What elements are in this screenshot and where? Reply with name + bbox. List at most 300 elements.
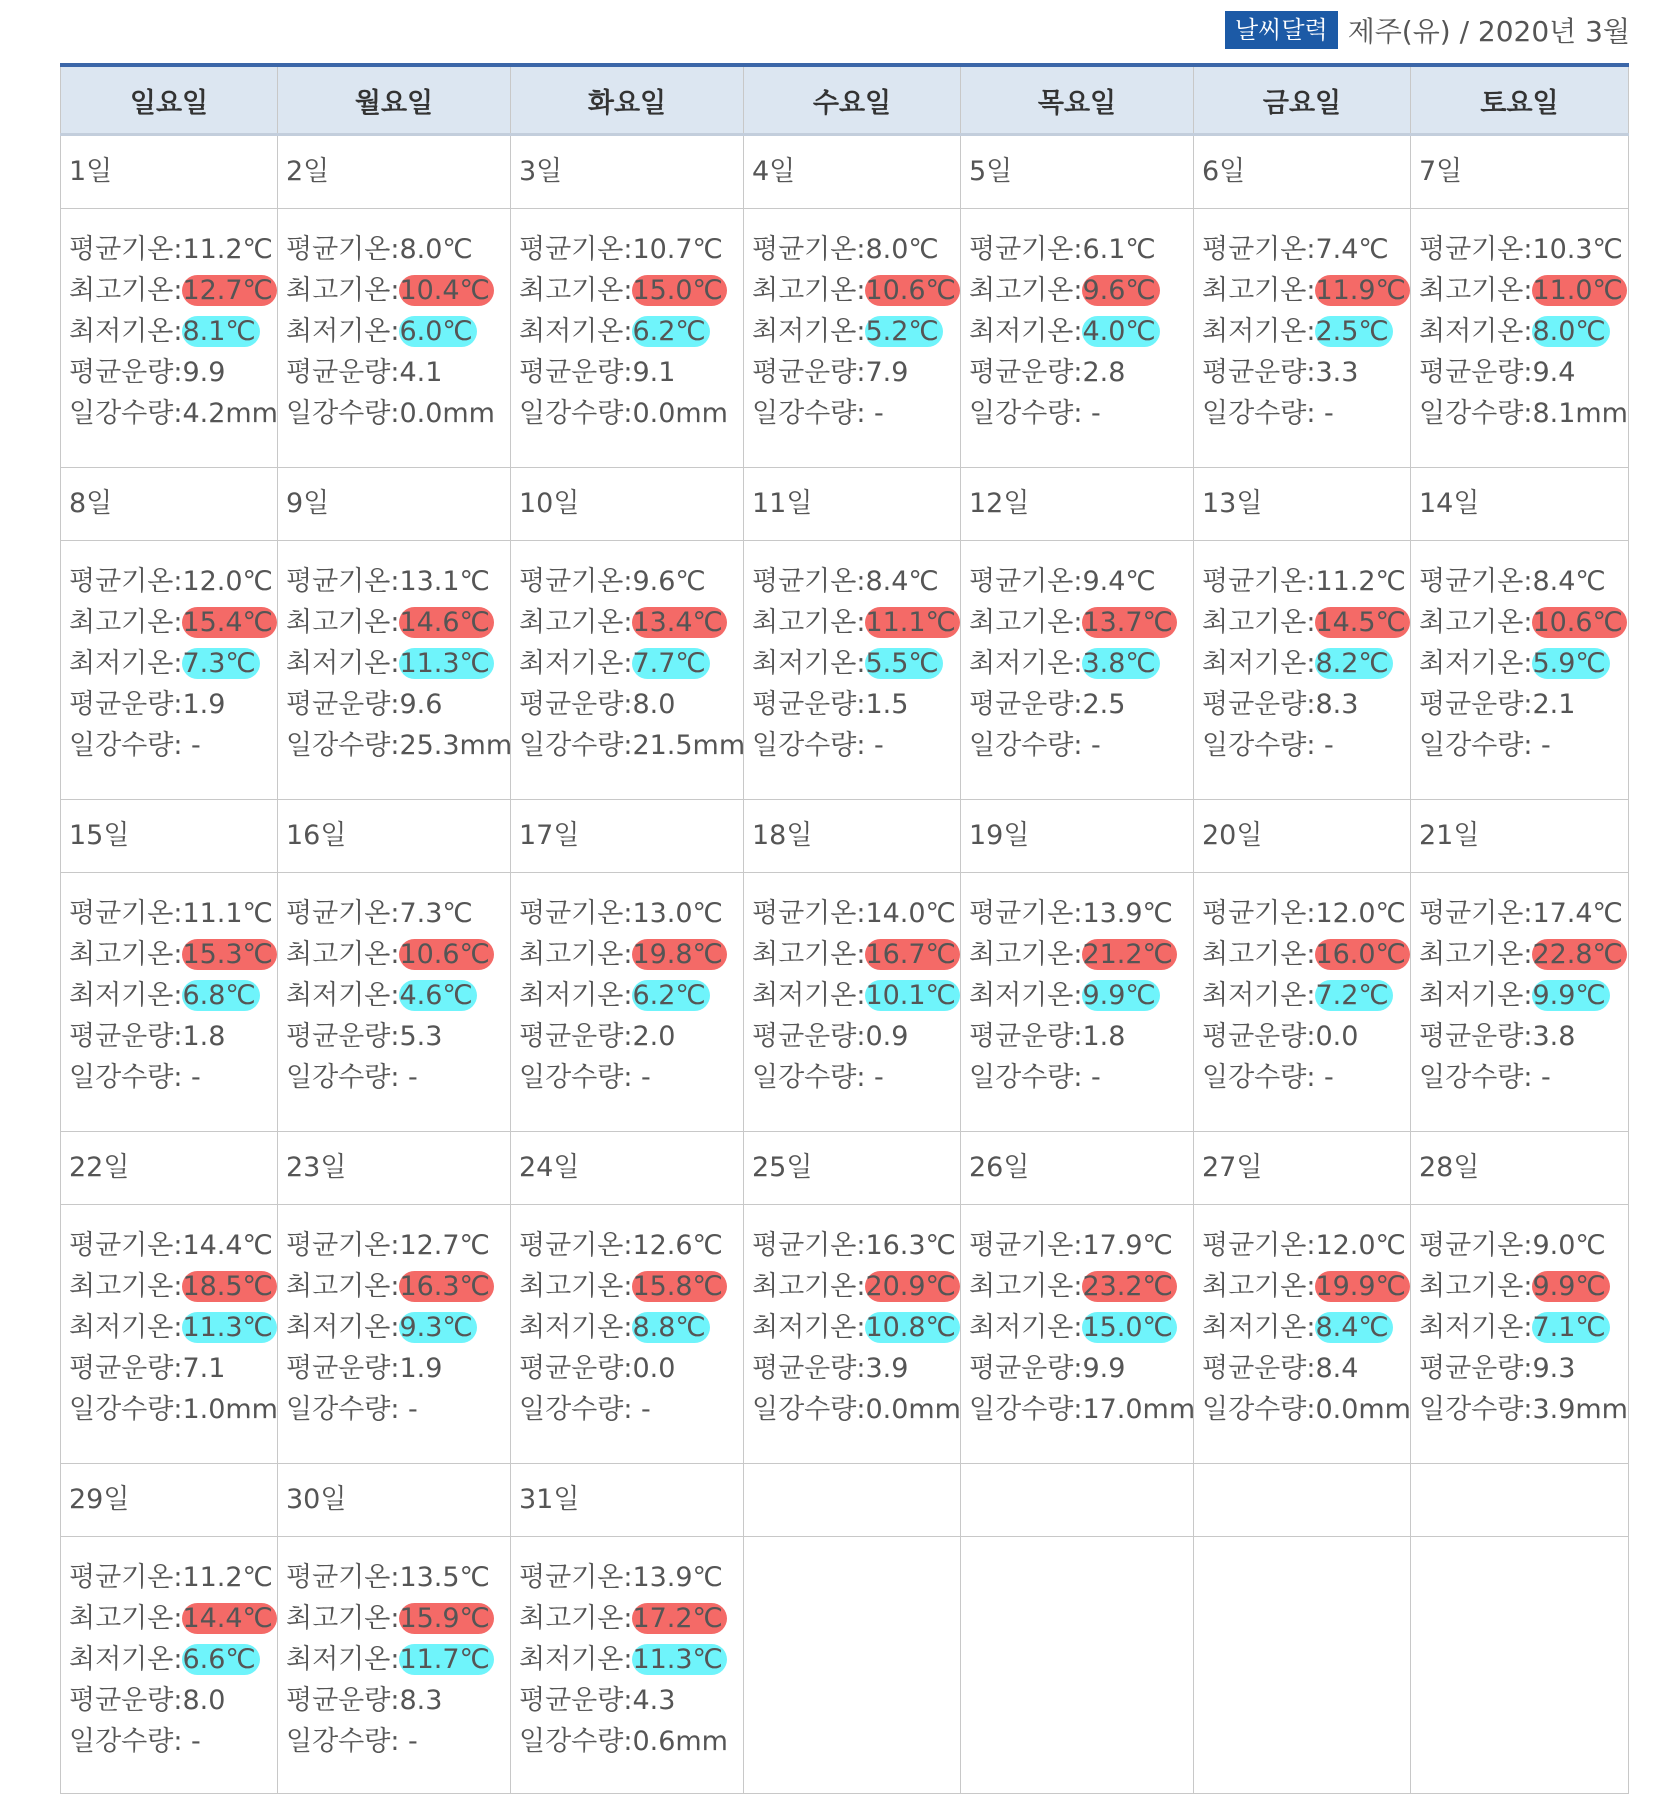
weather-label: 평균기온: xyxy=(969,898,1083,929)
week-date-row xyxy=(61,135,1629,209)
weather-value-max: 11.0℃ xyxy=(1532,275,1626,306)
weather-label: 평균기온: xyxy=(1419,898,1533,929)
weather-value-max: 15.3℃ xyxy=(182,939,276,970)
weather-value-min: 5.2℃ xyxy=(865,316,942,347)
weather-line-min xyxy=(752,311,960,352)
weather-value-avg: 11.1℃ xyxy=(182,898,273,929)
weather-value-max: 14.5℃ xyxy=(1315,607,1409,638)
weather-label: 평균기온: xyxy=(969,566,1083,597)
week-info-row xyxy=(61,541,1629,800)
weather-value-rain: 0.0mm xyxy=(865,1394,961,1425)
weather-value-rain: - xyxy=(865,398,884,429)
date-cell: 24일 xyxy=(511,1132,744,1205)
weather-line-min xyxy=(286,643,510,684)
weather-label: 최고기온: xyxy=(69,607,183,638)
weather-value-avg: 12.7℃ xyxy=(399,1230,490,1261)
weather-line-cloud xyxy=(69,1680,277,1721)
weather-value-rain: 4.2mm xyxy=(182,398,278,429)
weather-value-rain: - xyxy=(632,1062,651,1093)
weather-value-rain: - xyxy=(182,730,201,761)
weather-value-min: 8.1℃ xyxy=(182,316,259,347)
weather-line-min xyxy=(69,975,277,1016)
weather-label: 평균운량: xyxy=(969,357,1083,388)
weather-label: 최저기온: xyxy=(969,648,1083,679)
weather-line-max xyxy=(519,270,743,311)
weather-value-rain: 0.0mm xyxy=(399,398,495,429)
empty-date-cell xyxy=(744,1464,961,1537)
weather-info-cell xyxy=(744,541,961,800)
weather-label: 평균운량: xyxy=(519,1685,633,1716)
weather-line-cloud xyxy=(969,684,1193,725)
weather-label: 평균운량: xyxy=(1419,357,1533,388)
weather-info-cell xyxy=(1194,541,1411,800)
weather-line-rain xyxy=(286,393,510,434)
weather-label: 일강수량: xyxy=(286,398,400,429)
weather-line-cloud xyxy=(752,352,960,393)
weather-info-cell xyxy=(278,1537,511,1794)
weather-value-rain: - xyxy=(1315,1062,1334,1093)
weather-label: 일강수량: xyxy=(1419,730,1533,761)
weather-label: 평균기온: xyxy=(519,1230,633,1261)
weather-label: 최고기온: xyxy=(1419,1271,1533,1302)
weather-info-cell xyxy=(511,1537,744,1794)
weather-line-rain xyxy=(1202,725,1410,766)
weather-label: 일강수량: xyxy=(752,398,866,429)
weather-label: 최저기온: xyxy=(752,980,866,1011)
date-cell: 19일 xyxy=(961,800,1194,873)
weather-value-avg: 12.0℃ xyxy=(1315,1230,1406,1261)
weather-line-avg xyxy=(519,893,743,934)
weather-value-max: 11.1℃ xyxy=(865,607,959,638)
weather-label: 평균기온: xyxy=(1419,234,1533,265)
weather-value-min: 2.5℃ xyxy=(1315,316,1392,347)
weather-line-avg xyxy=(69,1225,277,1266)
weather-line-min xyxy=(286,975,510,1016)
weather-label: 평균운량: xyxy=(286,357,400,388)
weather-label: 최저기온: xyxy=(519,980,633,1011)
weather-value-max: 16.0℃ xyxy=(1315,939,1409,970)
weather-value-cloud: 8.3 xyxy=(1315,689,1359,720)
weather-label: 최저기온: xyxy=(1202,316,1316,347)
weather-label: 최저기온: xyxy=(69,1644,183,1675)
weather-line-avg xyxy=(286,1225,510,1266)
weather-value-max: 14.6℃ xyxy=(399,607,493,638)
weather-info-cell xyxy=(744,209,961,468)
weather-value-cloud: 7.9 xyxy=(865,357,909,388)
date-cell: 4일 xyxy=(744,135,961,209)
weather-line-rain xyxy=(1419,393,1628,434)
date-cell: 1일 xyxy=(61,135,278,209)
weather-line-rain xyxy=(969,1057,1193,1098)
weather-line-avg xyxy=(1419,561,1628,602)
weather-line-rain xyxy=(286,725,513,766)
weather-label: 평균기온: xyxy=(752,234,866,265)
date-cell: 9일 xyxy=(278,468,511,541)
weather-label: 최고기온: xyxy=(1419,939,1533,970)
weather-line-avg xyxy=(969,229,1193,270)
weather-value-rain: 21.5mm xyxy=(632,730,746,761)
weather-label: 일강수량: xyxy=(752,1394,866,1425)
weather-line-min xyxy=(519,975,743,1016)
weather-line-max xyxy=(752,934,960,975)
weather-line-avg xyxy=(969,561,1193,602)
weather-line-rain xyxy=(69,1721,277,1762)
weather-value-rain: 0.6mm xyxy=(632,1726,728,1757)
weather-value-min: 10.8℃ xyxy=(865,1312,959,1343)
weather-value-rain: - xyxy=(1315,398,1334,429)
calendar-header xyxy=(1225,10,1630,50)
weather-label: 최저기온: xyxy=(519,1312,633,1343)
weather-line-rain xyxy=(69,1389,277,1430)
weather-line-max xyxy=(519,934,743,975)
weather-value-avg: 13.9℃ xyxy=(1082,898,1173,929)
date-cell: 2일 xyxy=(278,135,511,209)
weather-label: 평균운량: xyxy=(69,357,183,388)
weather-value-cloud: 4.1 xyxy=(399,357,443,388)
weather-line-rain xyxy=(286,1057,510,1098)
weather-value-cloud: 2.8 xyxy=(1082,357,1126,388)
weather-value-max: 13.4℃ xyxy=(632,607,726,638)
weather-value-min: 8.8℃ xyxy=(632,1312,709,1343)
weather-label: 일강수량: xyxy=(69,730,183,761)
weather-value-max: 11.9℃ xyxy=(1315,275,1409,306)
weather-value-min: 6.2℃ xyxy=(632,316,709,347)
weather-line-max xyxy=(969,602,1193,643)
weekday-wed: 수요일 xyxy=(744,65,961,135)
weather-label: 평균운량: xyxy=(286,1353,400,1384)
weather-line-avg xyxy=(519,1225,743,1266)
weather-value-cloud: 9.9 xyxy=(182,357,226,388)
weather-label: 평균기온: xyxy=(1202,566,1316,597)
date-cell: 29일 xyxy=(61,1464,278,1537)
weather-value-min: 11.7℃ xyxy=(399,1644,493,1675)
weather-label: 평균기온: xyxy=(69,1230,183,1261)
weather-label: 평균기온: xyxy=(519,566,633,597)
weather-label: 최고기온: xyxy=(969,939,1083,970)
weather-label: 일강수량: xyxy=(519,730,633,761)
weather-label: 최저기온: xyxy=(1202,1312,1316,1343)
weather-value-cloud: 3.8 xyxy=(1532,1021,1576,1052)
weather-value-max: 15.4℃ xyxy=(182,607,276,638)
weather-line-rain xyxy=(69,393,277,434)
weather-label: 일강수량: xyxy=(752,730,866,761)
weather-line-min xyxy=(1202,975,1410,1016)
weather-value-cloud: 1.9 xyxy=(399,1353,443,1384)
weather-value-min: 4.6℃ xyxy=(399,980,476,1011)
weather-line-cloud xyxy=(1419,1016,1628,1057)
weather-value-avg: 13.1℃ xyxy=(399,566,490,597)
weather-label: 평균운량: xyxy=(286,1021,400,1052)
date-cell: 27일 xyxy=(1194,1132,1411,1205)
weather-label: 최고기온: xyxy=(286,1271,400,1302)
weather-value-avg: 8.0℃ xyxy=(865,234,939,265)
weather-line-avg xyxy=(969,893,1193,934)
weather-label: 평균운량: xyxy=(1202,357,1316,388)
weather-line-avg xyxy=(752,229,960,270)
weather-info-cell xyxy=(61,1205,278,1464)
weather-value-avg: 8.4℃ xyxy=(1532,566,1606,597)
weather-line-min xyxy=(1202,643,1410,684)
week-date-row xyxy=(61,468,1629,541)
date-cell: 23일 xyxy=(278,1132,511,1205)
weather-line-avg xyxy=(519,1557,743,1598)
weather-label: 최저기온: xyxy=(1419,316,1533,347)
weather-line-rain xyxy=(286,1389,510,1430)
weather-label: 최저기온: xyxy=(69,980,183,1011)
weather-label: 평균운량: xyxy=(969,1353,1083,1384)
weather-label: 평균기온: xyxy=(969,234,1083,265)
weather-value-cloud: 9.1 xyxy=(632,357,676,388)
weather-info-cell xyxy=(961,209,1194,468)
week-date-row xyxy=(61,1132,1629,1205)
weather-label: 최저기온: xyxy=(286,316,400,347)
weather-line-cloud xyxy=(519,1016,743,1057)
weather-line-min xyxy=(1419,311,1628,352)
weekday-sat: 토요일 xyxy=(1411,65,1629,135)
weather-info-cell xyxy=(744,1205,961,1464)
weekday-fri: 금요일 xyxy=(1194,65,1411,135)
weather-line-rain xyxy=(1202,393,1410,434)
weather-value-max: 16.3℃ xyxy=(399,1271,493,1302)
weather-line-avg xyxy=(286,561,510,602)
weather-value-cloud: 1.9 xyxy=(182,689,226,720)
weather-value-max: 10.6℃ xyxy=(865,275,959,306)
weather-label: 최고기온: xyxy=(286,275,400,306)
weather-label: 최고기온: xyxy=(1202,1271,1316,1302)
weather-value-avg: 13.0℃ xyxy=(632,898,723,929)
weather-label: 일강수량: xyxy=(286,1394,400,1425)
date-cell: 14일 xyxy=(1411,468,1629,541)
weather-line-max xyxy=(752,270,960,311)
weather-line-min xyxy=(969,975,1193,1016)
weather-label: 최고기온: xyxy=(286,607,400,638)
weather-line-cloud xyxy=(1419,352,1628,393)
date-cell: 12일 xyxy=(961,468,1194,541)
weather-label: 일강수량: xyxy=(69,1062,183,1093)
weather-line-max xyxy=(969,270,1193,311)
weather-value-avg: 12.6℃ xyxy=(632,1230,723,1261)
weather-value-min: 7.2℃ xyxy=(1315,980,1392,1011)
weather-label: 최저기온: xyxy=(1419,648,1533,679)
weather-line-max xyxy=(969,1266,1193,1307)
weather-label: 최저기온: xyxy=(969,1312,1083,1343)
weather-value-cloud: 0.9 xyxy=(865,1021,909,1052)
weather-value-max: 10.6℃ xyxy=(399,939,493,970)
weather-label: 평균기온: xyxy=(1419,1230,1533,1261)
weather-value-rain: 17.0mm xyxy=(1082,1394,1196,1425)
weather-label: 평균기온: xyxy=(286,566,400,597)
date-cell: 7일 xyxy=(1411,135,1629,209)
date-cell: 17일 xyxy=(511,800,744,873)
weather-line-avg xyxy=(69,1557,277,1598)
weather-value-max: 19.8℃ xyxy=(632,939,726,970)
weather-value-avg: 12.0℃ xyxy=(182,566,273,597)
weather-label: 최저기온: xyxy=(752,648,866,679)
weather-line-min xyxy=(1419,975,1628,1016)
weather-value-min: 3.8℃ xyxy=(1082,648,1159,679)
date-cell: 18일 xyxy=(744,800,961,873)
weather-label: 일강수량: xyxy=(519,1394,633,1425)
weather-line-avg xyxy=(1202,1225,1410,1266)
weather-label: 일강수량: xyxy=(1202,1394,1316,1425)
weather-line-rain xyxy=(752,1389,960,1430)
weather-value-max: 15.8℃ xyxy=(632,1271,726,1302)
weather-value-rain: - xyxy=(1315,730,1334,761)
date-cell: 3일 xyxy=(511,135,744,209)
weather-value-avg: 17.9℃ xyxy=(1082,1230,1173,1261)
weather-info-cell xyxy=(61,209,278,468)
weather-line-cloud xyxy=(1202,1016,1410,1057)
weather-line-max xyxy=(69,1266,277,1307)
weather-line-rain xyxy=(1202,1057,1410,1098)
weather-info-cell xyxy=(278,541,511,800)
weather-value-avg: 9.4℃ xyxy=(1082,566,1156,597)
weather-line-avg xyxy=(752,893,960,934)
weather-value-max: 20.9℃ xyxy=(865,1271,959,1302)
weather-value-min: 15.0℃ xyxy=(1082,1312,1176,1343)
weather-label: 일강수량: xyxy=(286,730,400,761)
weather-info-cell xyxy=(511,541,744,800)
date-cell: 22일 xyxy=(61,1132,278,1205)
weather-label: 최저기온: xyxy=(1419,980,1533,1011)
weather-value-rain: 25.3mm xyxy=(399,730,513,761)
weather-label: 평균기온: xyxy=(752,898,866,929)
weather-label: 최고기온: xyxy=(752,939,866,970)
weather-label: 평균운량: xyxy=(69,1021,183,1052)
weather-value-rain: - xyxy=(399,1062,418,1093)
weather-value-avg: 7.3℃ xyxy=(399,898,473,929)
calendar-body xyxy=(61,135,1629,1794)
weather-line-max xyxy=(69,1598,277,1639)
weather-value-avg: 14.4℃ xyxy=(182,1230,273,1261)
weather-label: 일강수량: xyxy=(1419,1062,1533,1093)
weather-value-max: 18.5℃ xyxy=(182,1271,276,1302)
weather-value-cloud: 8.4 xyxy=(1315,1353,1359,1384)
weather-label: 일강수량: xyxy=(286,1062,400,1093)
weekday-tue: 화요일 xyxy=(511,65,744,135)
weather-info-cell xyxy=(61,873,278,1132)
date-cell: 21일 xyxy=(1411,800,1629,873)
weather-value-cloud: 0.0 xyxy=(1315,1021,1359,1052)
weather-line-max xyxy=(519,1598,743,1639)
empty-info-cell xyxy=(961,1537,1194,1794)
date-cell: 16일 xyxy=(278,800,511,873)
weather-value-min: 9.3℃ xyxy=(399,1312,476,1343)
weather-value-avg: 13.9℃ xyxy=(632,1562,723,1593)
weather-value-max: 21.2℃ xyxy=(1082,939,1176,970)
weather-line-cloud xyxy=(519,1680,743,1721)
weather-value-min: 7.7℃ xyxy=(632,648,709,679)
weather-label: 평균운량: xyxy=(69,1685,183,1716)
weather-line-cloud xyxy=(519,1348,743,1389)
weather-value-cloud: 8.0 xyxy=(632,689,676,720)
weather-line-rain xyxy=(69,725,277,766)
weather-line-cloud xyxy=(969,1016,1193,1057)
weather-label: 평균기온: xyxy=(286,1562,400,1593)
weather-label: 최저기온: xyxy=(1202,648,1316,679)
weather-line-rain xyxy=(969,393,1193,434)
weather-value-max: 10.4℃ xyxy=(399,275,493,306)
weather-value-cloud: 2.5 xyxy=(1082,689,1126,720)
weather-line-avg xyxy=(1419,229,1628,270)
weather-label: 평균운량: xyxy=(752,357,866,388)
empty-date-cell xyxy=(961,1464,1194,1537)
weather-line-rain xyxy=(519,1721,743,1762)
weather-line-min xyxy=(519,311,743,352)
week-info-row xyxy=(61,1205,1629,1464)
weather-label: 평균운량: xyxy=(286,1685,400,1716)
weather-line-rain xyxy=(519,1389,743,1430)
weather-label: 평균기온: xyxy=(1202,1230,1316,1261)
weather-label: 일강수량: xyxy=(969,1062,1083,1093)
weather-label: 최고기온: xyxy=(752,275,866,306)
weather-value-min: 11.3℃ xyxy=(182,1312,276,1343)
weather-line-avg xyxy=(1202,561,1410,602)
weather-info-cell xyxy=(1411,873,1629,1132)
weather-value-avg: 16.3℃ xyxy=(865,1230,956,1261)
weather-value-rain: - xyxy=(1532,1062,1551,1093)
weather-label: 일강수량: xyxy=(69,398,183,429)
weather-value-avg: 6.1℃ xyxy=(1082,234,1156,265)
weather-info-cell xyxy=(61,541,278,800)
weather-line-max xyxy=(519,1266,743,1307)
weather-label: 최고기온: xyxy=(752,1271,866,1302)
weather-line-min xyxy=(1419,1307,1628,1348)
weather-value-avg: 12.0℃ xyxy=(1315,898,1406,929)
weather-label: 최저기온: xyxy=(69,316,183,347)
date-cell: 5일 xyxy=(961,135,1194,209)
weather-line-max xyxy=(969,934,1193,975)
weather-line-min xyxy=(519,643,743,684)
weather-line-max xyxy=(286,1266,510,1307)
weather-info-cell xyxy=(511,873,744,1132)
weather-value-min: 6.0℃ xyxy=(399,316,476,347)
weather-value-rain: - xyxy=(1082,398,1101,429)
empty-date-cell xyxy=(1194,1464,1411,1537)
weather-label: 평균운량: xyxy=(752,689,866,720)
weather-info-cell xyxy=(1194,873,1411,1132)
weather-value-rain: - xyxy=(865,730,884,761)
weather-label: 일강수량: xyxy=(969,398,1083,429)
weather-value-max: 15.0℃ xyxy=(632,275,726,306)
weather-label: 평균기온: xyxy=(519,1562,633,1593)
weather-line-min xyxy=(1202,1307,1410,1348)
weather-info-cell xyxy=(61,1537,278,1794)
weather-value-rain: 3.9mm xyxy=(1532,1394,1628,1425)
weather-value-rain: - xyxy=(182,1726,201,1757)
weather-value-rain: 0.0mm xyxy=(632,398,728,429)
weather-info-cell xyxy=(278,873,511,1132)
weather-calendar-badge[interactable]: 날씨달력 xyxy=(1225,11,1338,49)
weather-label: 최저기온: xyxy=(286,648,400,679)
weather-line-avg xyxy=(69,893,277,934)
weather-label: 최저기온: xyxy=(69,1312,183,1343)
date-cell: 26일 xyxy=(961,1132,1194,1205)
weather-value-min: 6.6℃ xyxy=(182,1644,259,1675)
weather-label: 최고기온: xyxy=(286,1603,400,1634)
weather-line-min xyxy=(752,975,960,1016)
weather-value-cloud: 2.1 xyxy=(1532,689,1576,720)
weather-value-min: 5.5℃ xyxy=(865,648,942,679)
weather-label: 평균운량: xyxy=(1419,1021,1533,1052)
weather-line-min xyxy=(69,1639,277,1680)
weather-line-min xyxy=(752,643,960,684)
weather-line-rain xyxy=(286,1721,510,1762)
weather-label: 최저기온: xyxy=(286,980,400,1011)
weather-label: 평균운량: xyxy=(1202,1353,1316,1384)
weather-label: 평균기온: xyxy=(286,898,400,929)
date-cell: 8일 xyxy=(61,468,278,541)
